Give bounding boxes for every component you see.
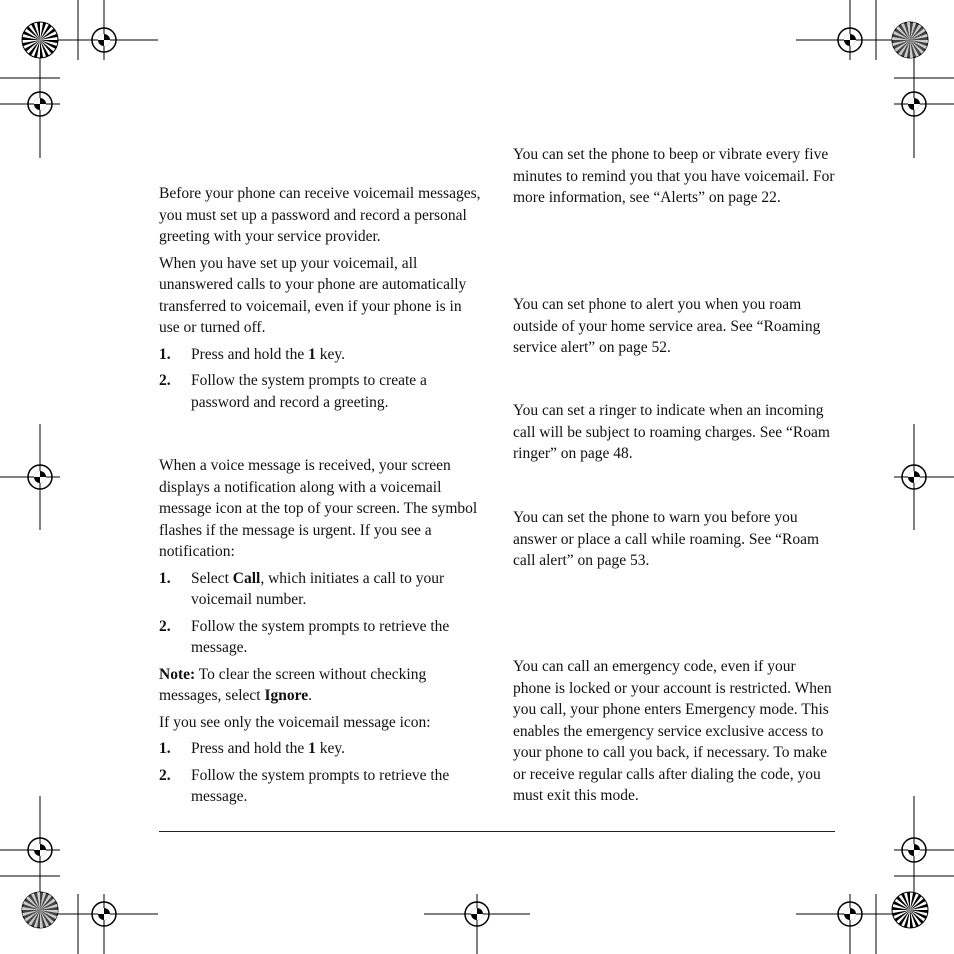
step-text-end: key. (315, 345, 345, 363)
setup-step-1 (159, 344, 481, 366)
star-target (892, 22, 928, 58)
step-text: Follow the system prompts to retrieve the message. (191, 617, 450, 656)
note-label: Note: (159, 665, 196, 683)
icon-only-intro: If you see only the voicemail message icon: (159, 713, 431, 731)
step-text: Press and hold the (191, 740, 309, 757)
emergency-code-text: You can call an emergency code, even if your phone is locked or your account is restricted. When you call, your phone enters Emergency mode. This enables the emergency service exclusive access to your phone to call you back, if necessary. To make or receive regular calls after dialing the code, you must exit this mode. (513, 658, 832, 804)
star-target (22, 892, 58, 928)
star-target (892, 892, 928, 928)
menu-option-call: Call (232, 569, 261, 587)
star-target (22, 22, 58, 58)
icon-only-step-1 (159, 738, 481, 760)
left-column (159, 183, 481, 813)
voicemail-setup-detail: When you have set up your voicemail, all unanswered calls to your phone are automatically transferred to voicemail, even if your phone is in use or turned off. (159, 254, 467, 336)
footer-rule (159, 831, 835, 832)
step-text: Follow the system prompts to create a password and record a greeting. (191, 372, 427, 411)
step-number: 1. (159, 740, 171, 757)
menu-option-ignore: Ignore (264, 687, 309, 704)
voicemail-setup-intro: Before your phone can receive voicemail messages, you must set up a password and record a personal greeting with your service provider. (159, 185, 481, 245)
key-label: 1 (308, 740, 316, 757)
key-label: 1 (308, 345, 316, 363)
voicemail-reminder-text: You can set the phone to beep or vibrate every five minutes to remind you that you have voicemail. For more information, see “Alerts” on page 22. (513, 146, 835, 206)
step-text: Press and hold the (191, 345, 309, 363)
receive-step-1 (159, 568, 481, 611)
receive-message-intro: When a voice message is received, your screen displays a notification along with a voicemail message icon at the top of your screen. The symbol flashes if the message is urgent. If you see a notification: (159, 457, 478, 560)
roaming-alert-text: You can set phone to alert you when you roam outside of your home service area. See “Roaming service alert” on page 52. (513, 296, 821, 356)
step-number: 1. (159, 569, 171, 587)
step-number: 1. (159, 345, 171, 363)
step-text: Select (191, 569, 233, 587)
roam-ringer-text: You can set a ringer to indicate when an incoming call will be subject to roaming charges. See “Roam ringer” on page 48. (513, 402, 830, 462)
icon-only-step-2 (159, 765, 481, 808)
note-text: To clear the screen without checking messages, select (159, 665, 427, 704)
receive-step-2 (159, 616, 481, 659)
roam-call-alert-text: You can set the phone to warn you before you answer or place a call while roaming. See “Roam call alert” on page 53. (513, 509, 820, 569)
step-number: 2. (159, 766, 171, 784)
step-text-end: , which initiates a call to your voicemail number. (191, 569, 445, 608)
note (159, 664, 481, 707)
step-text-end: key. (315, 740, 345, 757)
setup-step-2 (159, 370, 481, 413)
step-text: Follow the system prompts to retrieve the message. (191, 766, 450, 805)
step-number: 2. (159, 617, 171, 635)
note-text-end: . (308, 687, 312, 704)
step-number: 2. (159, 372, 171, 389)
